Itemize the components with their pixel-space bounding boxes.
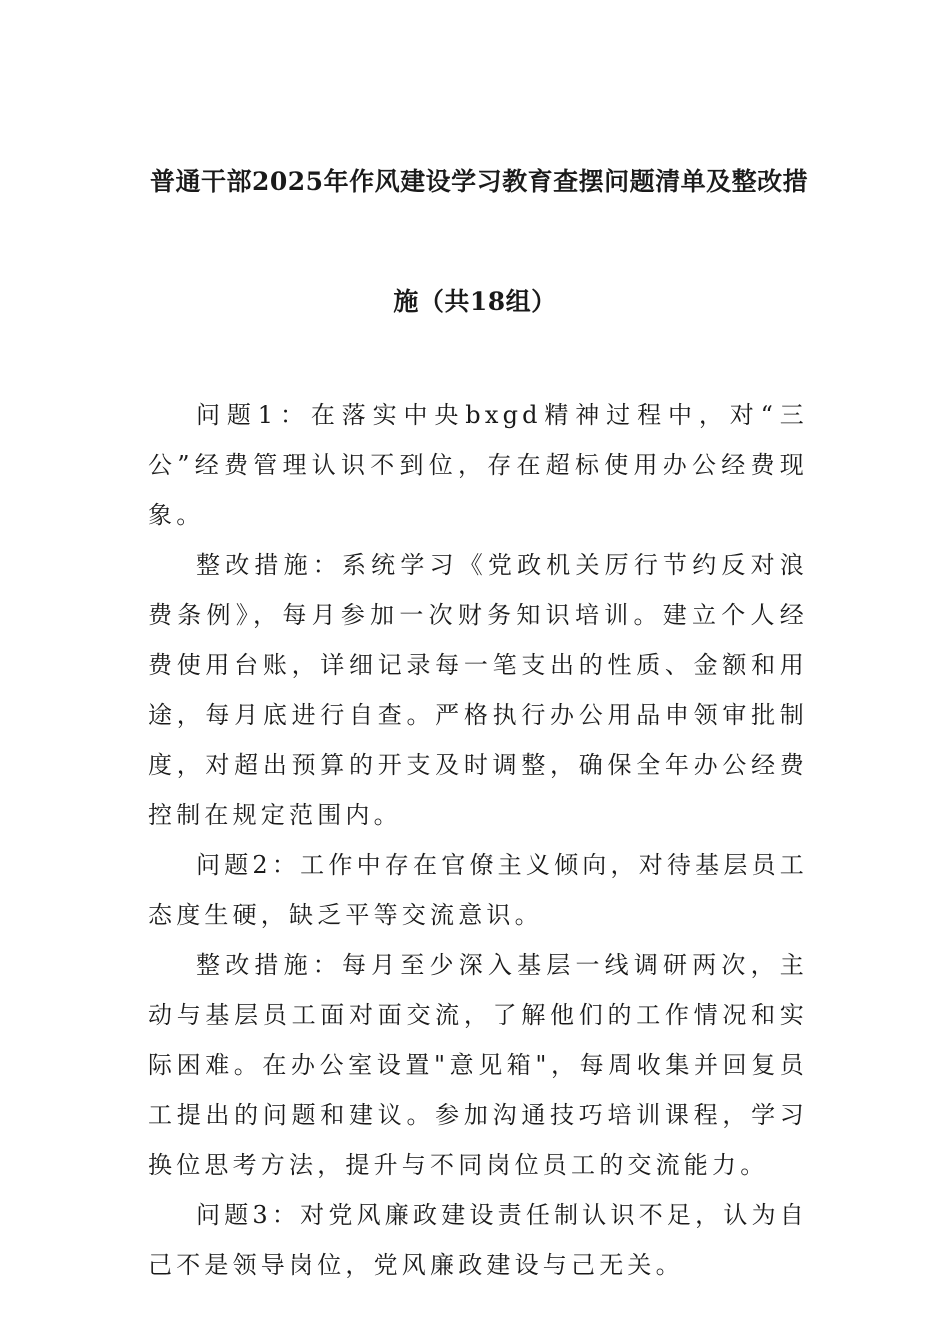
paragraph-rectification-1: 整改措施：系统学习《党政机关厉行节约反对浪费条例》，每月参加一次财务知识培训。建立个人经费使用台账，详细记录每一笔支出的性质、金额和用途，每月底进行自查。严格执行办公用品申领审批制度，对超出预算的开支及时调整，确保全年办公经费控制在规定范围内。	[148, 551, 808, 829]
document-title-line-1: 普通干部2025年作风建设学习教育查摆问题清单及整改措	[150, 167, 809, 196]
document-body	[148, 390, 808, 1290]
paragraph-problem-1: 问题1：在落实中央bxgd精神过程中，对“三公”经费管理认识不到位，存在超标使用办公经费现象。	[148, 401, 808, 529]
document-title-line-2: 施（共18组）	[393, 287, 557, 316]
paragraph-problem-3: 问题3：对党风廉政建设责任制认识不足，认为自己不是领导岗位，党风廉政建设与己无关。	[148, 1201, 808, 1279]
paragraph-rectification-2: 整改措施：每月至少深入基层一线调研两次，主动与基层员工面对面交流，了解他们的工作情况和实际困难。在办公室设置"意见箱"，每周收集并回复员工提出的问题和建议。参加沟通技巧培训课程，学习换位思考方法，提升与不同岗位员工的交流能力。	[148, 951, 808, 1179]
paragraph-problem-2: 问题2：工作中存在官僚主义倾向，对待基层员工态度生硬，缺乏平等交流意识。	[148, 851, 808, 929]
